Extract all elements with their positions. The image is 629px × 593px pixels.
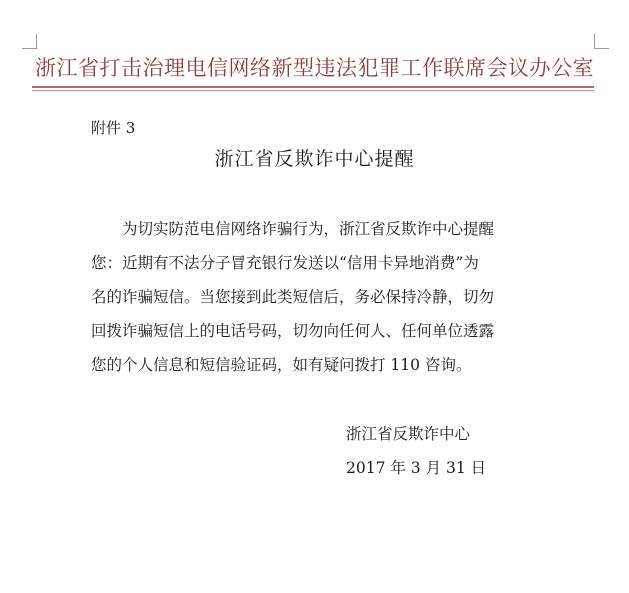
- body-line: 为切实防范电信网络诈骗行为，浙江省反欺诈中心提醒: [122, 220, 495, 238]
- document-date: 2017 年 3 月 31 日: [346, 459, 487, 477]
- body-line: 回拨诈骗短信上的电话号码，切勿向任何人、任何单位透露: [91, 322, 495, 340]
- page-corner-mark-right: [594, 34, 609, 49]
- document-title: 浙江省反欺诈中心提醒: [214, 148, 415, 170]
- letterhead-title: 浙江省打击治理电信网络新型违法犯罪工作联席会议办公室: [35, 56, 594, 80]
- letterhead-rule-thin: [32, 90, 594, 91]
- document-body: [91, 212, 551, 382]
- body-line: 您的个人信息和短信验证码，如有疑问拨打 110 咨询。: [91, 356, 472, 374]
- body-line: 名的诈骗短信。当您接到此类短信后，务必保持冷静，切勿: [91, 288, 495, 306]
- signature: 浙江省反欺诈中心: [346, 425, 471, 443]
- body-line: 您：近期有不法分子冒充银行发送以“信用卡异地消费”为: [91, 254, 479, 272]
- letterhead-rule-thick: [32, 86, 594, 88]
- attachment-label: 附件 3: [91, 119, 136, 137]
- page-corner-mark-left: [22, 34, 37, 49]
